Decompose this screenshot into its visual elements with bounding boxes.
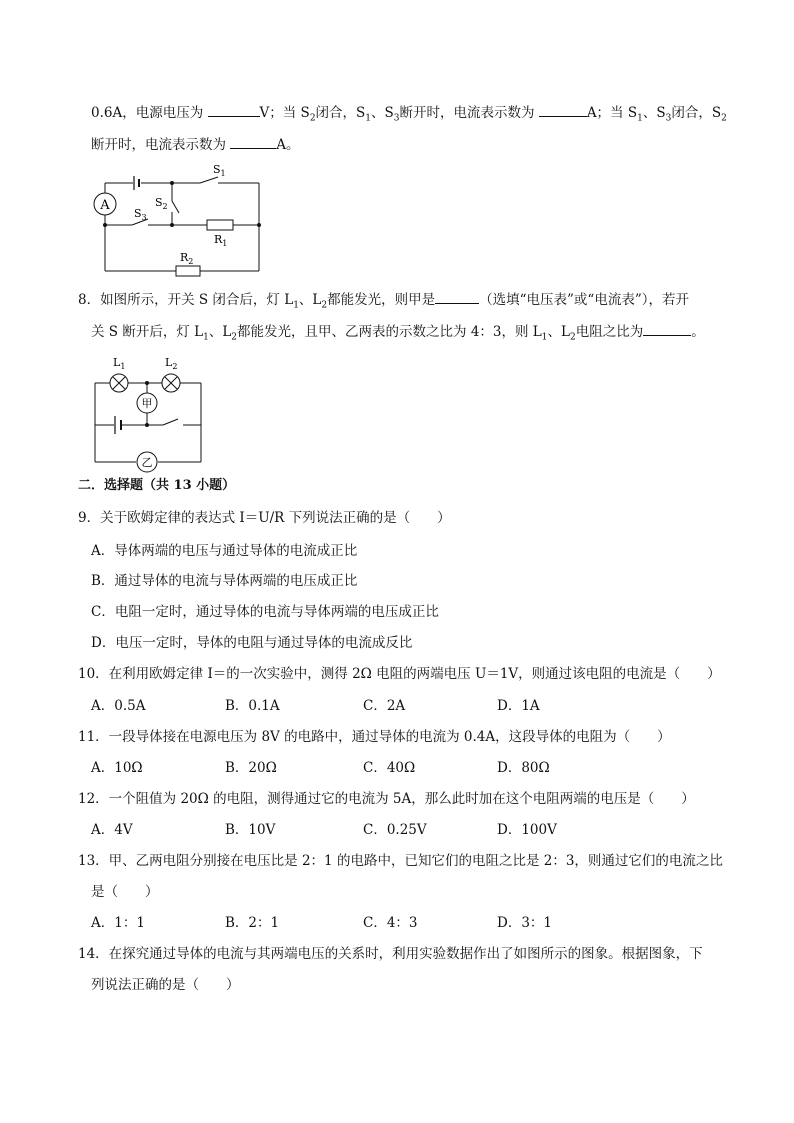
q13-option-d[interactable]: D．3：1 bbox=[497, 915, 553, 931]
q8-sub: 2 bbox=[231, 332, 238, 343]
q7-sub: 3 bbox=[393, 113, 400, 124]
q7-line-2 bbox=[91, 134, 300, 155]
q7-sub: 1 bbox=[365, 113, 372, 124]
q7-text: 闭合，S bbox=[671, 105, 722, 121]
section-heading: 二．选择题（共 13 小题） bbox=[78, 478, 236, 493]
q13-option-c[interactable]: C．4：3 bbox=[363, 915, 418, 931]
q7-text: A。 bbox=[276, 137, 300, 153]
q8-line-2 bbox=[91, 321, 705, 348]
meter-jia-label: 甲 bbox=[141, 397, 153, 410]
q7-text: 断开时，电流表示数为 bbox=[399, 105, 539, 121]
q8-text: 都能发光，则甲是 bbox=[327, 292, 436, 308]
q7-blank-current-2[interactable] bbox=[230, 134, 276, 149]
q9-option-d[interactable]: D．电压一定时，导体的电阻与通过导体的电流成反比 bbox=[91, 635, 413, 651]
q13-stem-line-2: 是（ ） bbox=[91, 884, 159, 900]
q8-sub: 2 bbox=[321, 300, 328, 311]
q10-option-b[interactable]: B．0.1A bbox=[225, 698, 280, 714]
q12-option-d[interactable]: D．100V bbox=[497, 822, 557, 838]
s3-label: $S_3$ bbox=[134, 207, 147, 222]
s2-label: $S_2$ bbox=[155, 196, 168, 211]
q7-sub: 2 bbox=[309, 113, 316, 124]
q8-text: 、L bbox=[547, 324, 570, 340]
q8-sub: 1 bbox=[293, 300, 299, 311]
q8-text: 、L bbox=[298, 292, 322, 308]
q7-circuit-diagram bbox=[88, 160, 268, 276]
q7-text: 闭合，S bbox=[315, 105, 366, 121]
q13-option-b[interactable]: B．2：1 bbox=[225, 915, 280, 931]
q8-text: 。 bbox=[691, 324, 705, 340]
q8-text: （选填“电压表”或“电流表”），若开 bbox=[479, 292, 689, 308]
q9-option-b[interactable]: B．通过导体的电流与导体两端的电压成正比 bbox=[91, 573, 358, 589]
q14-stem-line-2: 列说法正确的是（ ） bbox=[91, 977, 240, 993]
q7-text: 、S bbox=[371, 105, 394, 121]
s1-label: $S_1$ bbox=[213, 163, 226, 178]
q10-option-a[interactable]: A．0.5A bbox=[91, 698, 146, 714]
q7-sub: 2 bbox=[721, 113, 727, 124]
q11-option-a[interactable]: A．10Ω bbox=[91, 760, 143, 776]
q8-sub: 1 bbox=[541, 332, 548, 343]
q7-text: A；当 S bbox=[586, 105, 638, 121]
r2-label: $R_2$ bbox=[180, 251, 194, 266]
q8-blank-meter-type[interactable] bbox=[435, 289, 479, 304]
q9-option-c[interactable]: C．电阻一定时，通过导体的电流与导体两端的电压成正比 bbox=[91, 604, 439, 620]
q7-text: 断开时，电流表示数为 bbox=[91, 137, 231, 153]
q12-option-c[interactable]: C．0.25V bbox=[363, 822, 427, 838]
q8-text: 电阻之比为 bbox=[575, 324, 644, 340]
q8-line-1 bbox=[78, 289, 689, 316]
q8-text: 关 S 断开后，灯 L bbox=[91, 324, 204, 340]
q9-stem: 9．关于欧姆定律的表达式 I＝U/R 下列说法正确的是（ ） bbox=[78, 510, 451, 526]
r1-label: $R_1$ bbox=[214, 233, 228, 248]
q8-text: 8．如图所示，开关 S 闭合后，灯 L bbox=[78, 292, 294, 308]
q12-option-b[interactable]: B．10V bbox=[225, 822, 276, 838]
q12-stem: 12．一个阻值为 20Ω 的电阻，测得通过它的电流为 5A，那么此时加在这个电阻两端的电压是（ ） bbox=[78, 791, 695, 807]
q8-circuit-diagram bbox=[86, 350, 208, 469]
meter-yi-label: 乙 bbox=[141, 456, 153, 469]
q9-option-a[interactable]: A．导体两端的电压与通过导体的电流成正比 bbox=[91, 543, 358, 559]
q10-stem: 10．在利用欧姆定律 I＝的一次实验中，测得 2Ω 电阻的两端电压 U＝1V，则通过该电阻的电流是（ ） bbox=[78, 666, 721, 682]
q7-text: 0.6A，电源电压为 bbox=[91, 105, 208, 121]
q7-sub: 3 bbox=[665, 113, 672, 124]
q8-sub: 2 bbox=[569, 332, 576, 343]
q11-option-b[interactable]: B．20Ω bbox=[225, 760, 277, 776]
q13-option-a[interactable]: A．1：1 bbox=[91, 915, 145, 931]
q7-line-1 bbox=[91, 102, 727, 129]
q8-text: 都能发光，且甲、乙两表的示数之比为 4：3，则 L bbox=[237, 324, 542, 340]
q10-option-d[interactable]: D．1A bbox=[497, 698, 540, 714]
q8-blank-ratio[interactable] bbox=[643, 321, 691, 336]
q12-option-a[interactable]: A．4V bbox=[91, 822, 133, 838]
q13-stem-line-1: 13．甲、乙两电阻分别接在电压比是 2：1 的电路中，已知它们的电阻之比是 2：3，则通过它们的电流之比 bbox=[78, 853, 723, 869]
q7-text: 、S bbox=[642, 105, 666, 121]
q7-blank-current-1[interactable] bbox=[539, 102, 587, 117]
q11-option-c[interactable]: C．40Ω bbox=[363, 760, 416, 776]
q8-text: 、L bbox=[208, 324, 232, 340]
q7-blank-voltage[interactable] bbox=[208, 102, 260, 117]
l2-label: $L_2$ bbox=[165, 356, 178, 371]
q11-option-d[interactable]: D．80Ω bbox=[497, 760, 550, 776]
q10-option-c[interactable]: C．2A bbox=[363, 698, 406, 714]
q11-stem: 11．一段导体接在电源电压为 8V 的电路中，通过导体的电流为 0.4A，这段导体的电阻为（ ） bbox=[78, 729, 671, 745]
ammeter-label: A bbox=[100, 198, 110, 213]
q8-sub: 1 bbox=[203, 332, 209, 343]
q7-sub: 1 bbox=[637, 113, 643, 124]
l1-label: $L_1$ bbox=[113, 356, 126, 371]
q14-stem-line-1: 14．在探究通过导体的电流与其两端电压的关系时，利用实验数据作出了如图所示的图象。根据图象，下 bbox=[78, 946, 703, 962]
q7-text: V；当 S bbox=[259, 105, 310, 121]
